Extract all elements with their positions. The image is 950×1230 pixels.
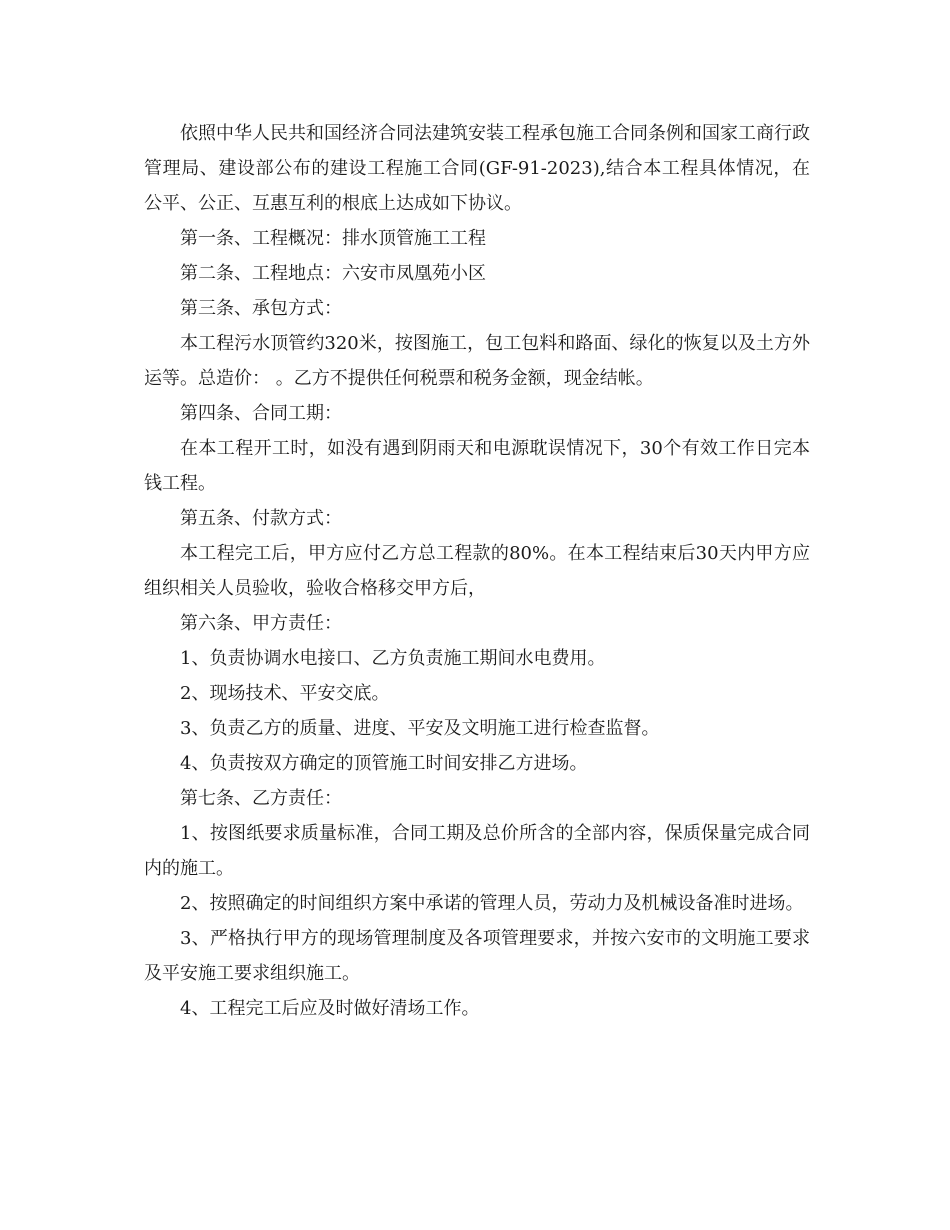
article-6-heading: 第六条、甲方责任：: [180, 613, 342, 634]
article-7-item-2: 2、按照确定的时间组织方案中承诺的管理人员，劳动力及机械设备准时进场。: [180, 893, 804, 914]
document-body: [144, 116, 810, 1026]
article-7-item-3: 3、严格执行甲方的现场管理制度及各项管理要求，并按六安市的文明施工要求及平安施工要求组织施工。: [144, 928, 810, 984]
paragraph-preamble: 依照中华人民共和国经济合同法建筑安装工程承包施工合同条例和国家工商行政管理局、建设部公布的建设工程施工合同(GF-91-2023),结合本工程具体情况，在公平、公正、互惠互利的根底上达成如下协议。: [144, 123, 810, 214]
article-1-heading: 第一条、工程概况：排水顶管施工工程: [180, 228, 486, 249]
article-3-heading: 第三条、承包方式：: [180, 298, 342, 319]
article-5-heading: 第五条、付款方式：: [180, 508, 342, 529]
article-7-item-1: 1、按图纸要求质量标准，合同工期及总价所含的全部内容，保质保量完成合同内的施工。: [144, 823, 810, 879]
article-6-item-1: 1、负责协调水电接口、乙方负责施工期间水电费用。: [180, 648, 606, 669]
article-2-heading: 第二条、工程地点：六安市凤凰苑小区: [180, 263, 486, 284]
article-4-body: 在本工程开工时，如没有遇到阴雨天和电源耽误情况下，30个有效工作日完本钱工程。: [144, 438, 810, 494]
article-6-item-3: 3、负责乙方的质量、进度、平安及文明施工进行检查监督。: [180, 718, 660, 739]
article-7-item-4: 4、工程完工后应及时做好清场工作。: [180, 998, 480, 1019]
article-5-body: 本工程完工后，甲方应付乙方总工程款的80%。在本工程结束后30天内甲方应组织相关人员验收，验收合格移交甲方后，: [144, 543, 810, 599]
article-3-body: 本工程污水顶管约320米，按图施工，包工包料和路面、绿化的恢复以及土方外运等。总造价： 。乙方不提供任何税票和税务金额，现金结帐。: [144, 333, 810, 389]
article-7-heading: 第七条、乙方责任：: [180, 788, 342, 809]
article-6-item-2: 2、现场技术、平安交底。: [180, 683, 390, 704]
article-4-heading: 第四条、合同工期：: [180, 403, 342, 424]
article-6-item-4: 4、负责按双方确定的顶管施工时间安排乙方进场。: [180, 753, 588, 774]
